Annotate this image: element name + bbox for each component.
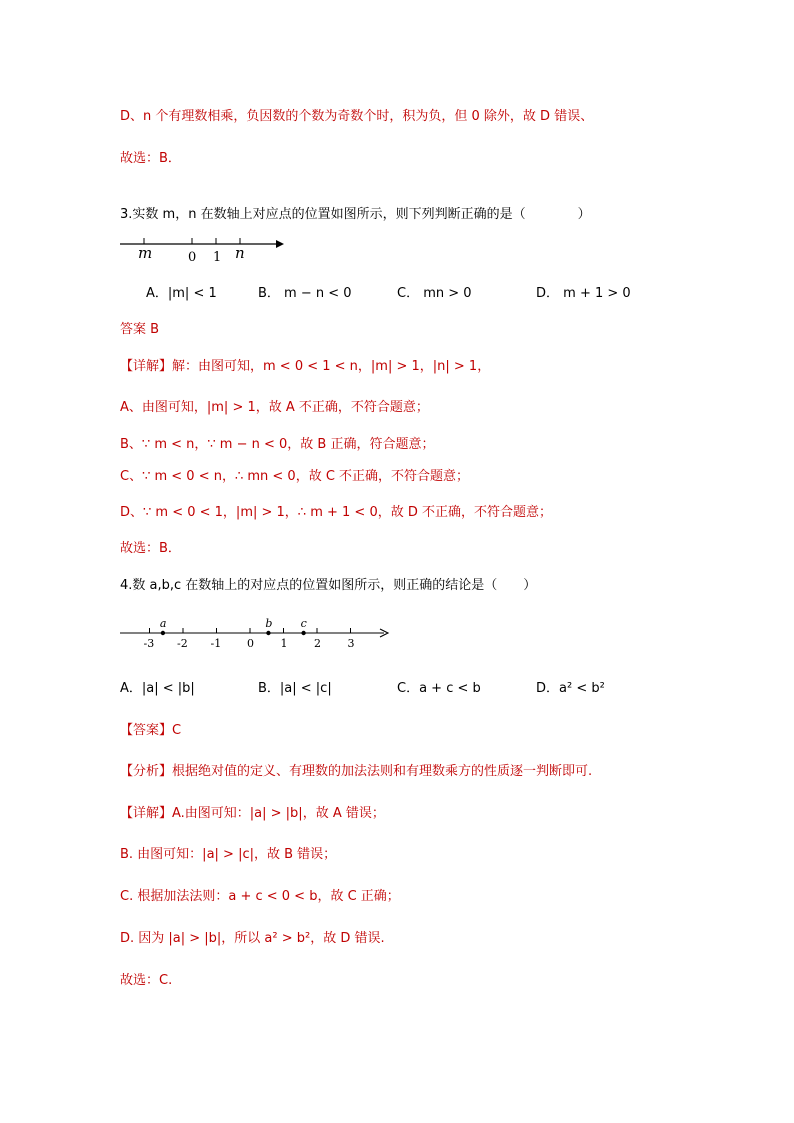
q3-option-b: B． m − n < 0 <box>258 286 352 301</box>
q4-tick-label-2: 2 <box>314 637 321 650</box>
q4-option-a: A．|a| < |b| <box>120 681 195 696</box>
q4-choose: 故选：C. <box>120 973 173 988</box>
q4-tick-label--1: -1 <box>210 637 222 650</box>
q4-option-d: D．a² < b² <box>536 681 605 696</box>
prev-option-d-explanation: D、n 个有理数相乘，负因数的个数为奇数个时，积为负，但 0 除外，故 D 错误、 <box>120 109 594 124</box>
q3-number-line <box>118 232 288 266</box>
q4-point-b <box>266 631 270 635</box>
q3-explain-b: B、∵ m < n，∵ m − n < 0，故 B 正确，符合题意； <box>120 437 435 452</box>
q4-point-c <box>301 631 305 635</box>
q4-stem: 4.数 a,b,c 在数轴上的对应点的位置如图所示，则正确的结论是（ ） <box>120 578 537 593</box>
q3-answer: 答案 B <box>120 322 160 337</box>
q4-point-label-b: b <box>265 617 273 630</box>
q3-label-1: 1 <box>213 250 222 265</box>
q3-label-0: 0 <box>188 250 197 265</box>
q3-arrow-icon <box>276 240 284 248</box>
q3-label-n: n <box>235 244 245 262</box>
q3-choose: 故选：B． <box>120 541 181 556</box>
q4-tick-label-1: 1 <box>280 637 288 650</box>
q4-point-label-c: c <box>300 617 307 630</box>
q4-tick-label--2: -2 <box>177 637 188 650</box>
q4-tick-label--3: -3 <box>143 637 155 650</box>
q4-option-c: C．a + c < b <box>397 681 481 696</box>
q3-option-c: C． mn > 0 <box>397 286 472 301</box>
q3-label-m: m <box>138 244 153 262</box>
q4-answer: 【答案】C <box>120 723 182 738</box>
q3-detail: 【详解】解：由图可知，m < 0 < 1 < n，|m| > 1，|n| > 1， <box>120 359 491 374</box>
q4-point-a <box>161 631 165 635</box>
q4-analysis: 【分析】根据绝对值的定义、有理数的加法法则和有理数乘方的性质逐一判断即可. <box>120 764 593 779</box>
q3-option-d: D． m + 1 > 0 <box>536 286 631 301</box>
q4-tick-label-0: 0 <box>247 637 254 650</box>
q4-tick-label-3: 3 <box>347 637 355 650</box>
q3-explain-c: C、∵ m < 0 < n，∴ mn < 0，故 C 不正确，不符合题意； <box>120 469 470 484</box>
q4-explain-d: D. 因为 |a| > |b|，所以 a² > b²，故 D 错误. <box>120 931 385 946</box>
q3-option-a: A．|m| < 1 <box>146 286 217 301</box>
q3-explain-a: A、由图可知，|m| > 1，故 A 不正确，不符合题意； <box>120 400 429 415</box>
q3-stem: 3.实数 m，n 在数轴上对应点的位置如图所示，则下列判断正确的是（ ） <box>120 207 591 222</box>
q4-explain-b: B. 由图可知：|a| > |c|，故 B 错误； <box>120 847 337 862</box>
q4-option-b: B．|a| < |c| <box>258 681 332 696</box>
q3-explain-d: D、∵ m < 0 < 1，|m| > 1，∴ m + 1 < 0，故 D 不正确，不符合题意； <box>120 505 552 520</box>
q4-number-line <box>118 612 398 654</box>
q4-point-label-a: a <box>159 617 167 630</box>
q4-explain-a: 【详解】A.由图可知：|a| > |b|，故 A 错误； <box>120 806 385 821</box>
prev-choose-line: 故选：B． <box>120 151 181 166</box>
q4-explain-c: C. 根据加法法则：a + c < 0 < b，故 C 正确； <box>120 889 400 904</box>
